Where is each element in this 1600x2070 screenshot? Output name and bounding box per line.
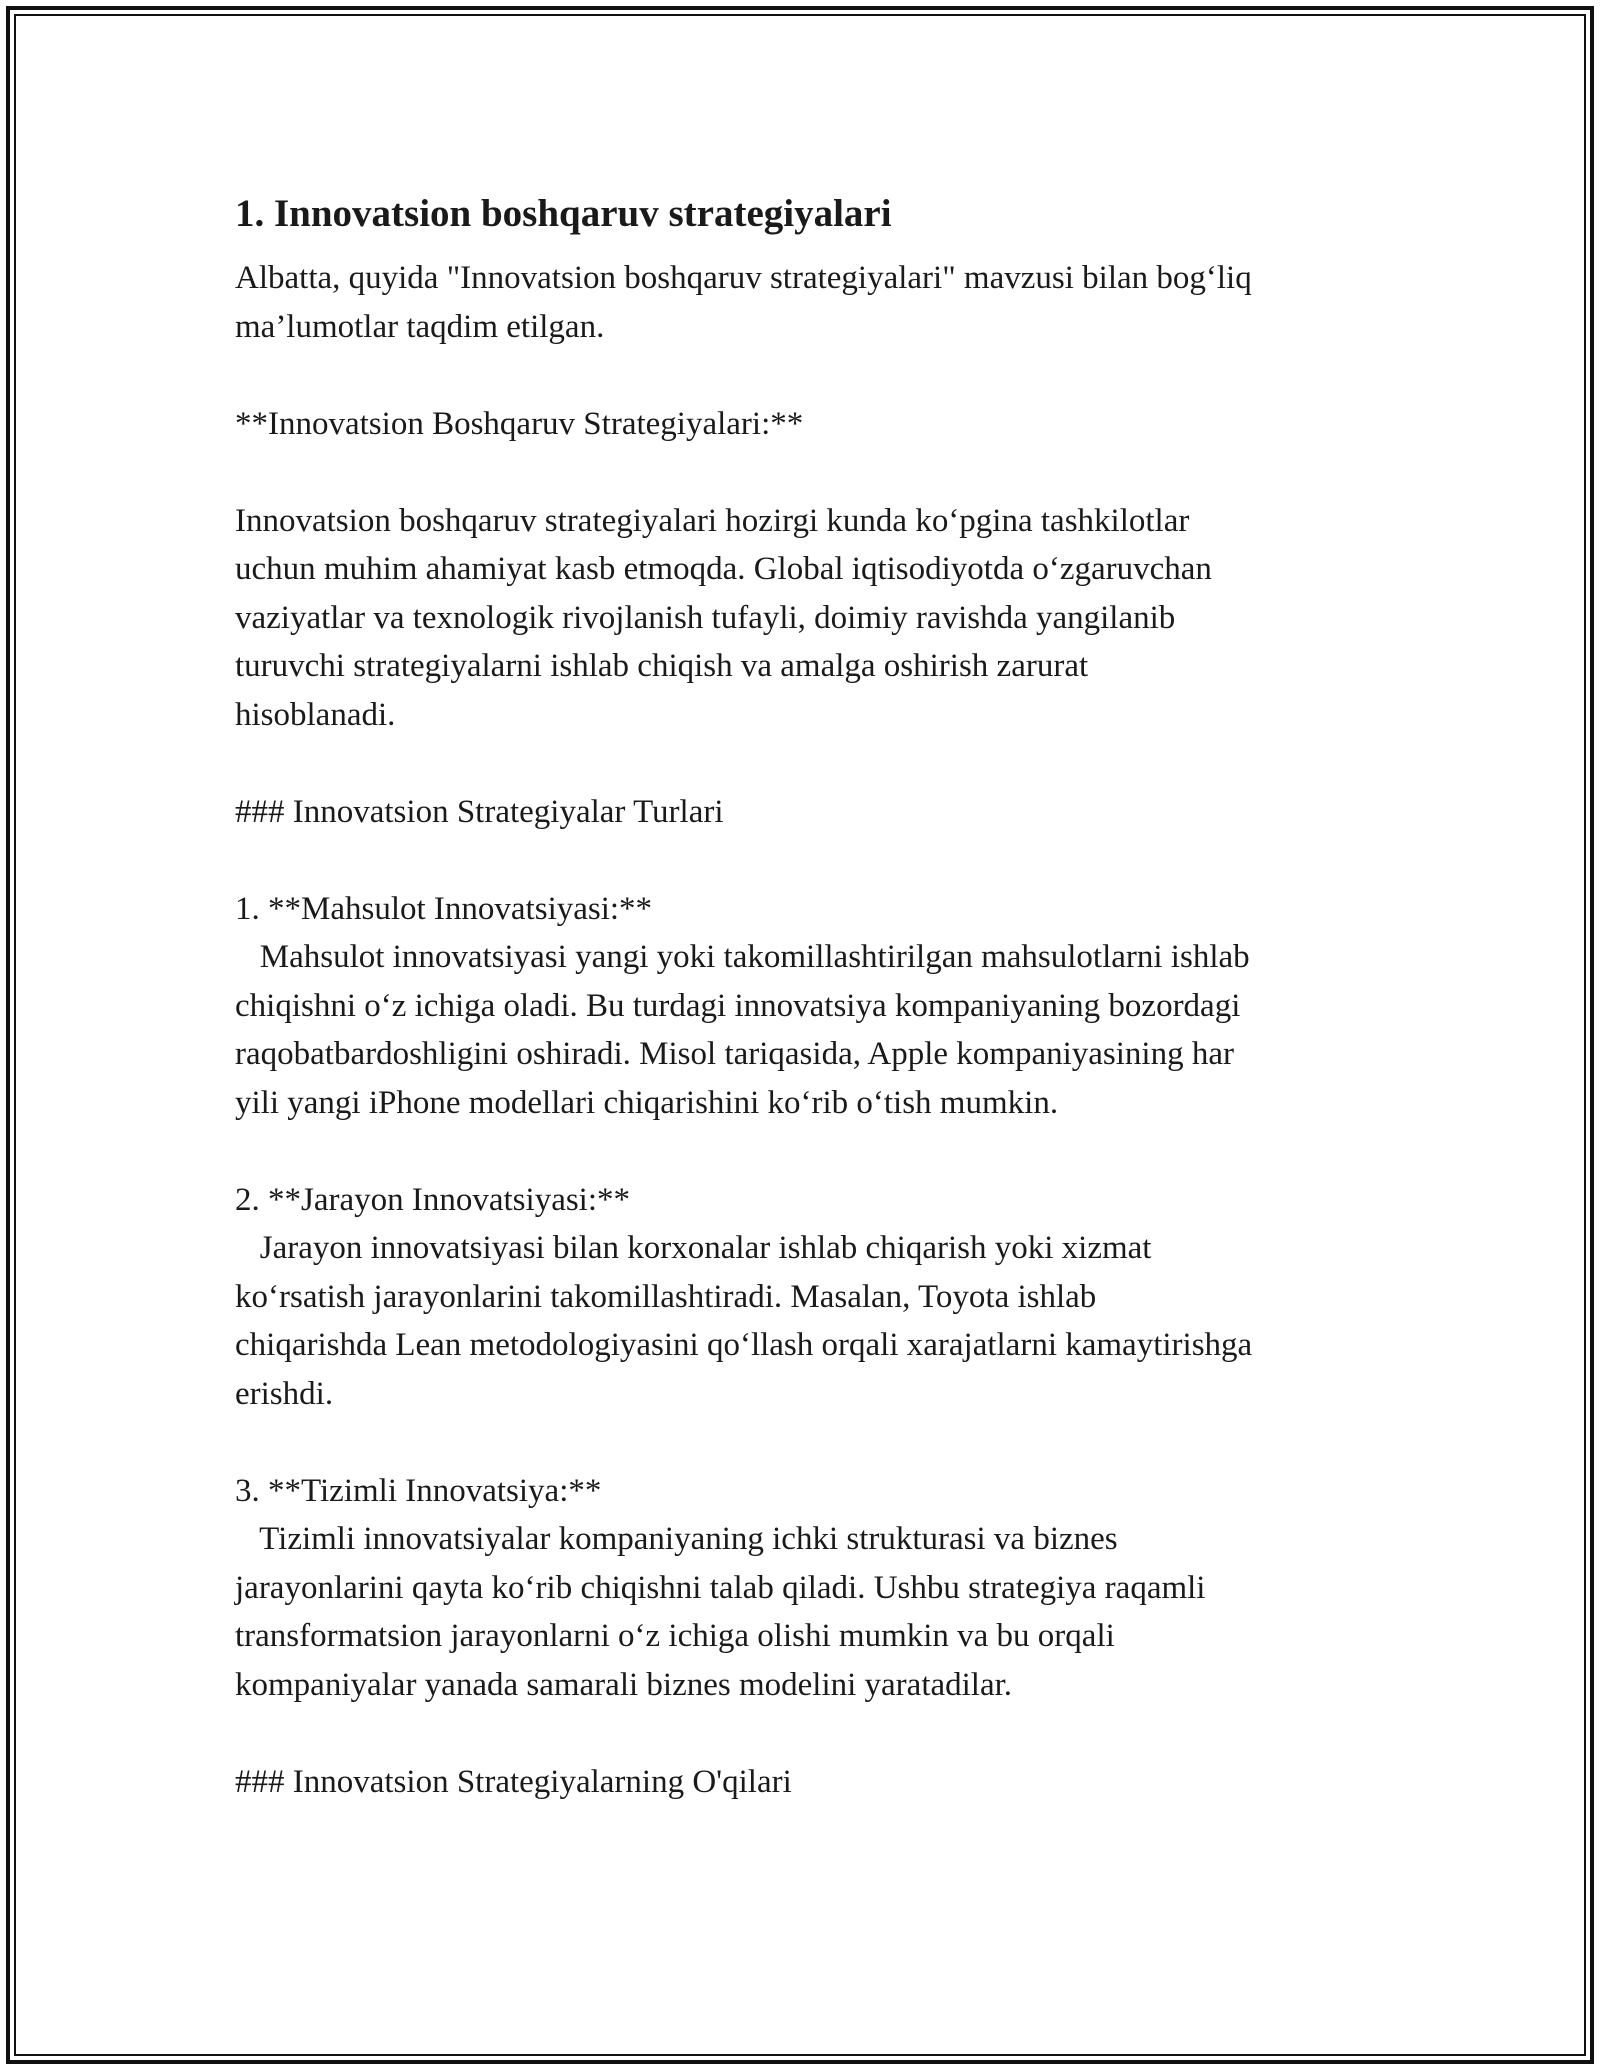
list-item-line: kompaniyalar yanada samarali biznes modelini yaratadilar. — [235, 1666, 1013, 1703]
blank-line — [235, 1418, 1375, 1467]
paragraph-line: uchun muhim ahamiyat kasb etmoqda. Global iqtisodiyotda o‘zgaruvchan — [235, 551, 1212, 587]
list-item-line: chiqarishda Lean metodologiyasini qo‘llash orqali xarajatlarni kamaytirishga — [235, 1327, 1253, 1363]
blank-line — [235, 1127, 1375, 1176]
list-item-line: Jarayon innovatsiyasi bilan korxonalar ishlab chiqarish yoki xizmat — [235, 1230, 1152, 1266]
bold-heading: **Innovatsion Boshqaruv Strategiyalari:** — [235, 405, 804, 442]
intro-line: ma’lumotlar taqdim etilgan. — [235, 308, 605, 345]
section-heading-types: ### Innovatsion Strategiyalar Turlari — [235, 793, 724, 830]
list-item-line: yili yangi iPhone modellari chiqarishini ko‘rib o‘tish mumkin. — [235, 1084, 1059, 1121]
blank-line — [235, 836, 1375, 885]
section-heading-advantages: ### Innovatsion Strategiyalarning O'qilari — [235, 1763, 792, 1800]
list-item-heading: 2. **Jarayon Innovatsiyasi:** — [235, 1181, 631, 1218]
list-item-heading: 1. **Mahsulot Innovatsiyasi:** — [235, 890, 653, 927]
list-item-line: chiqishni o‘z ichiga oladi. Bu turdagi innovatsiya kompaniyaning bozordagi — [235, 987, 1241, 1024]
paragraph-line: hisoblanadi. — [235, 696, 396, 733]
list-item-line: raqobatbardoshligini oshiradi. Misol tariqasida, Apple kompaniyasining har — [235, 1036, 1234, 1072]
blank-line — [235, 739, 1375, 788]
list-item-line: erishdi. — [235, 1375, 334, 1412]
list-item-line: Mahsulot innovatsiyasi yangi yoki takomillashtirilgan mahsulotlarni ishlab — [235, 939, 1250, 975]
intro-line: Albatta, quyida "Innovatsion boshqaruv strategiyalari" mavzusi bilan bog‘liq — [235, 260, 1252, 296]
list-item-line: Tizimli innovatsiyalar kompaniyaning ichki strukturasi va biznes — [235, 1521, 1118, 1557]
blank-line — [235, 351, 1375, 400]
document-title: 1. Innovatsion boshqaruv strategiyalari — [235, 192, 892, 235]
document-body — [235, 186, 1375, 1806]
list-item-heading: 3. **Tizimli Innovatsiya:** — [235, 1472, 602, 1509]
list-item-line: jarayonlarini qayta ko‘rib chiqishni talab qiladi. Ushbu strategiya raqamli — [235, 1569, 1206, 1606]
paragraph-line: turuvchi strategiyalarni ishlab chiqish va amalga oshirish zarurat — [235, 648, 1089, 684]
paragraph-line: Innovatsion boshqaruv strategiyalari hozirgi kunda ko‘pgina tashkilotlar — [235, 502, 1190, 539]
paragraph-line: vaziyatlar va texnologik rivojlanish tufayli, doimiy ravishda yangilanib — [235, 599, 1176, 636]
blank-line — [235, 448, 1375, 497]
list-item-line: ko‘rsatish jarayonlarini takomillashtiradi. Masalan, Toyota ishlab — [235, 1278, 1097, 1315]
blank-line — [235, 1709, 1375, 1758]
list-item-line: transformatsion jarayonlarni o‘z ichiga olishi mumkin va bu orqali — [235, 1618, 1115, 1654]
